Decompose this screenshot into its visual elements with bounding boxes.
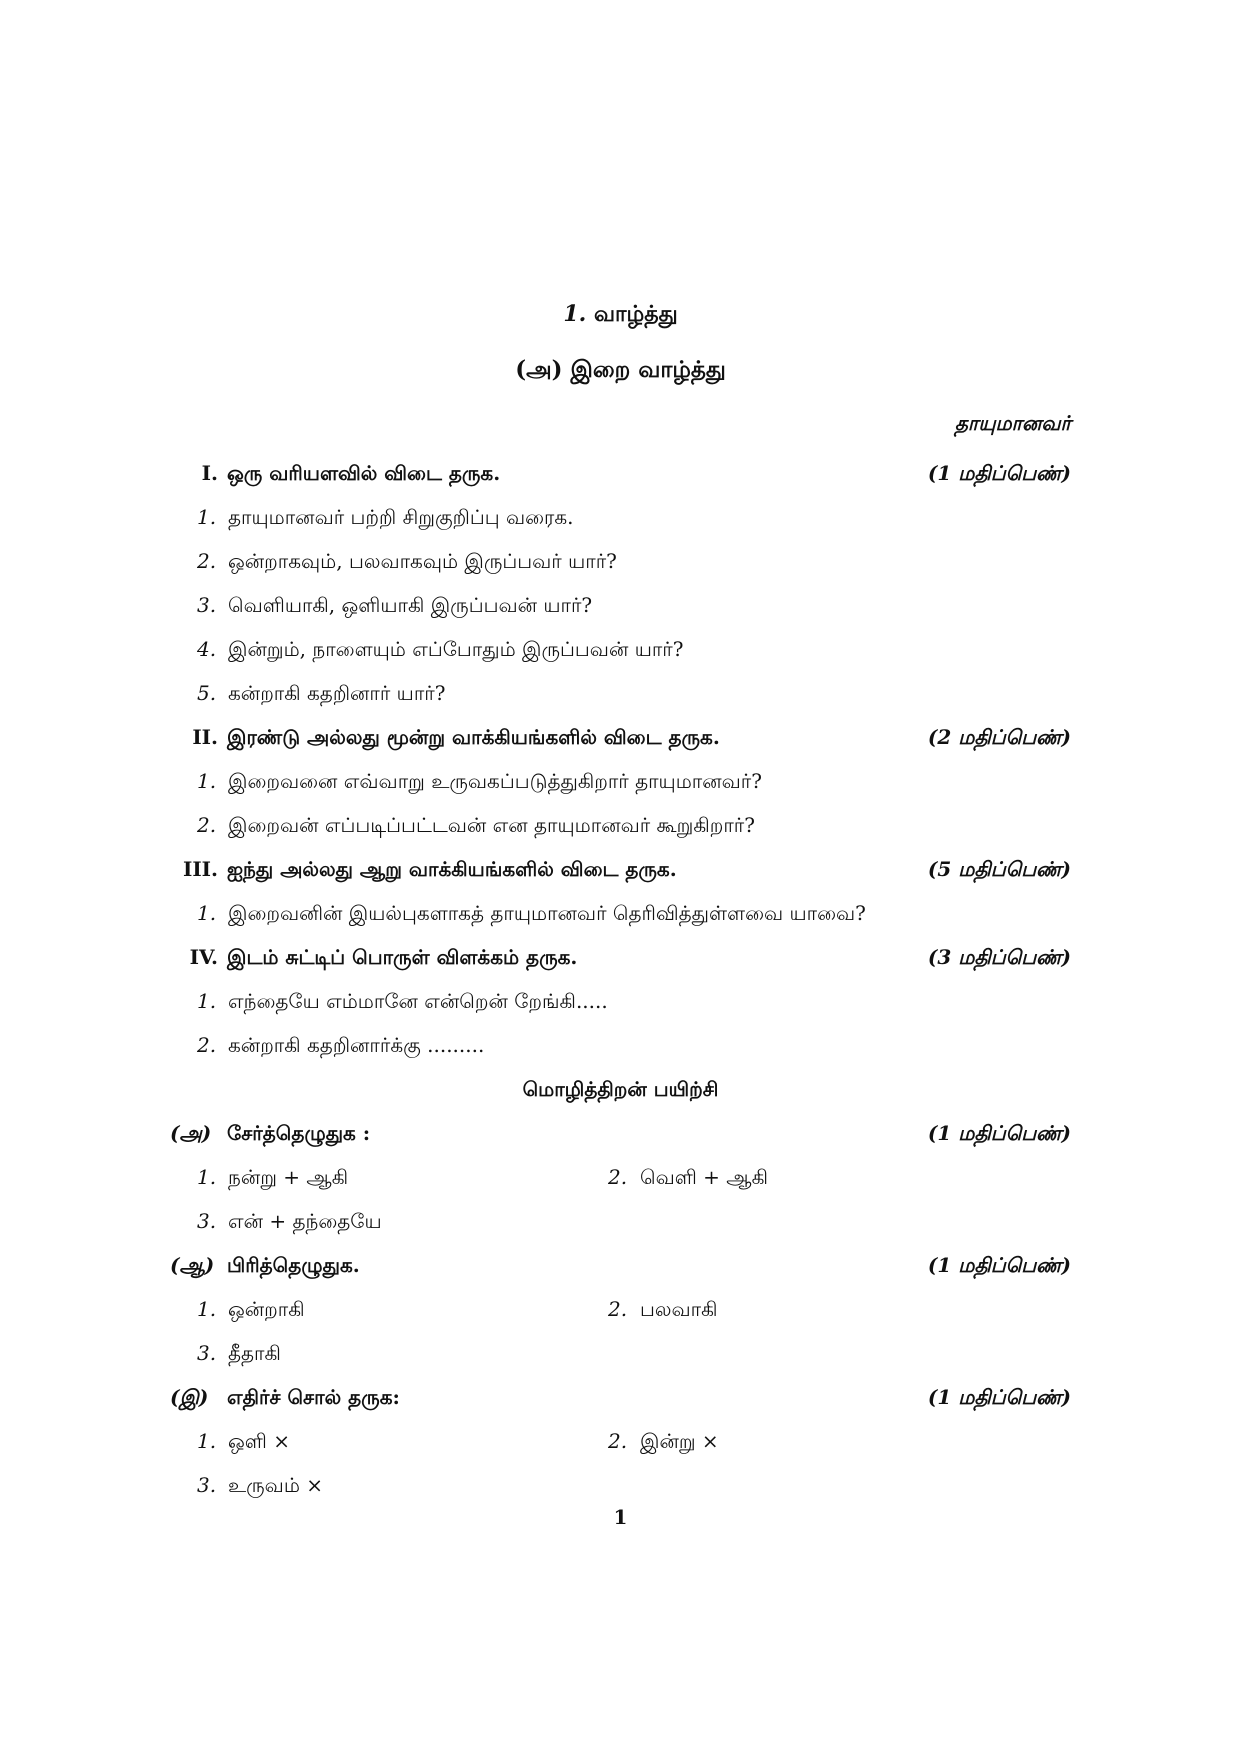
question-text: இறைவனின் இயல்புகளாகத் தாயுமானவர் தெரிவித்துள்ளவை யாவை? <box>228 901 866 925</box>
item-number: 1. <box>197 1429 217 1453</box>
section-roman-2: II. <box>192 725 218 749</box>
item-text: நன்று + ஆகி <box>228 1165 349 1189</box>
item-number: 2. <box>608 1429 628 1453</box>
subtitle-text: இறை வாழ்த்து <box>570 356 726 383</box>
section-instruction-1: ஒரு வரியளவில் விடை தருக. <box>227 461 501 485</box>
question-number: 2. <box>197 1033 217 1057</box>
chapter-number: 1. <box>563 301 587 327</box>
item-text: தீதாகி <box>228 1341 281 1365</box>
part-instruction: பிரித்தெழுதுக. <box>227 1253 360 1277</box>
item-number: 3. <box>197 1341 217 1365</box>
question-text: கன்றாகி கதறினார்க்கு ......... <box>228 1033 485 1057</box>
chapter-title <box>0 303 1241 325</box>
item-text: வெளி + ஆகி <box>640 1165 768 1189</box>
question-text: இறைவன் எப்படிப்பட்டவன் என தாயுமானவர் கூறுகிறார்? <box>228 813 755 837</box>
item-number: 1. <box>197 1165 217 1189</box>
question-number: 5. <box>197 681 217 705</box>
author-name: தாயுமானவர் <box>954 411 1071 435</box>
item-text: இன்று × <box>640 1429 719 1453</box>
question-number: 1. <box>197 901 217 925</box>
item-number: 2. <box>608 1165 628 1189</box>
question-number: 1. <box>197 505 217 529</box>
part-label: (இ) <box>170 1385 209 1409</box>
section-roman-1: I. <box>201 461 218 485</box>
question-number: 3. <box>197 593 217 617</box>
item-number: 3. <box>197 1473 217 1497</box>
language-practice-heading: மொழித்திறன் பயிற்சி <box>522 1077 719 1101</box>
subtitle-label: (அ) <box>515 356 563 383</box>
question-text: இறைவனை எவ்வாறு உருவகப்படுத்துகிறார் தாயுமானவர்? <box>228 769 762 793</box>
section-subtitle <box>0 358 1241 381</box>
item-text: பலவாகி <box>640 1297 718 1321</box>
chapter-title-text: வாழ்த்து <box>593 301 678 327</box>
question-number: 1. <box>197 769 217 793</box>
section-marks-3: (5 மதிப்பெண்) <box>927 857 1071 881</box>
section-marks-4: (3 மதிப்பெண்) <box>927 945 1071 969</box>
question-number: 1. <box>197 989 217 1013</box>
part-marks: (1 மதிப்பெண்) <box>927 1253 1071 1277</box>
item-text: என் + தந்தையே <box>228 1209 382 1233</box>
part-label: (அ) <box>170 1121 212 1145</box>
question-text: வெளியாகி, ஒளியாகி இருப்பவன் யார்? <box>228 593 593 617</box>
page-number: 1 <box>613 1505 628 1529</box>
section-marks-2: (2 மதிப்பெண்) <box>927 725 1071 749</box>
part-marks: (1 மதிப்பெண்) <box>927 1385 1071 1409</box>
section-roman-3: III. <box>182 857 218 881</box>
part-label: (ஆ) <box>170 1253 215 1277</box>
part-marks: (1 மதிப்பெண்) <box>927 1121 1071 1145</box>
item-text: ஒன்றாகி <box>228 1297 305 1321</box>
section-marks-1: (1 மதிப்பெண்) <box>927 461 1071 485</box>
question-text: கன்றாகி கதறினார் யார்? <box>228 681 446 705</box>
item-text: ஒளி × <box>228 1429 290 1453</box>
question-text: எந்தையே எம்மானே என்றென் றேங்கி..... <box>228 989 608 1013</box>
question-text: இன்றும், நாளையும் எப்போதும் இருப்பவன் யார்? <box>228 637 684 661</box>
question-text: தாயுமானவர் பற்றி சிறுகுறிப்பு வரைக. <box>228 505 574 529</box>
section-instruction-4: இடம் சுட்டிப் பொருள் விளக்கம் தருக. <box>227 945 578 969</box>
section-instruction-3: ஐந்து அல்லது ஆறு வாக்கியங்களில் விடை தருக. <box>227 857 677 881</box>
section-instruction-2: இரண்டு அல்லது மூன்று வாக்கியங்களில் விடை தருக. <box>227 725 720 749</box>
question-number: 2. <box>197 549 217 573</box>
item-text: உருவம் × <box>228 1473 324 1497</box>
question-number: 4. <box>197 637 217 661</box>
question-text: ஒன்றாகவும், பலவாகவும் இருப்பவர் யார்? <box>228 549 617 573</box>
item-number: 1. <box>197 1297 217 1321</box>
question-number: 2. <box>197 813 217 837</box>
item-number: 2. <box>608 1297 628 1321</box>
section-roman-4: IV. <box>189 945 218 969</box>
item-number: 3. <box>197 1209 217 1233</box>
part-instruction: சேர்த்தெழுதுக : <box>227 1121 371 1145</box>
part-instruction: எதிர்ச் சொல் தருக: <box>227 1385 400 1409</box>
